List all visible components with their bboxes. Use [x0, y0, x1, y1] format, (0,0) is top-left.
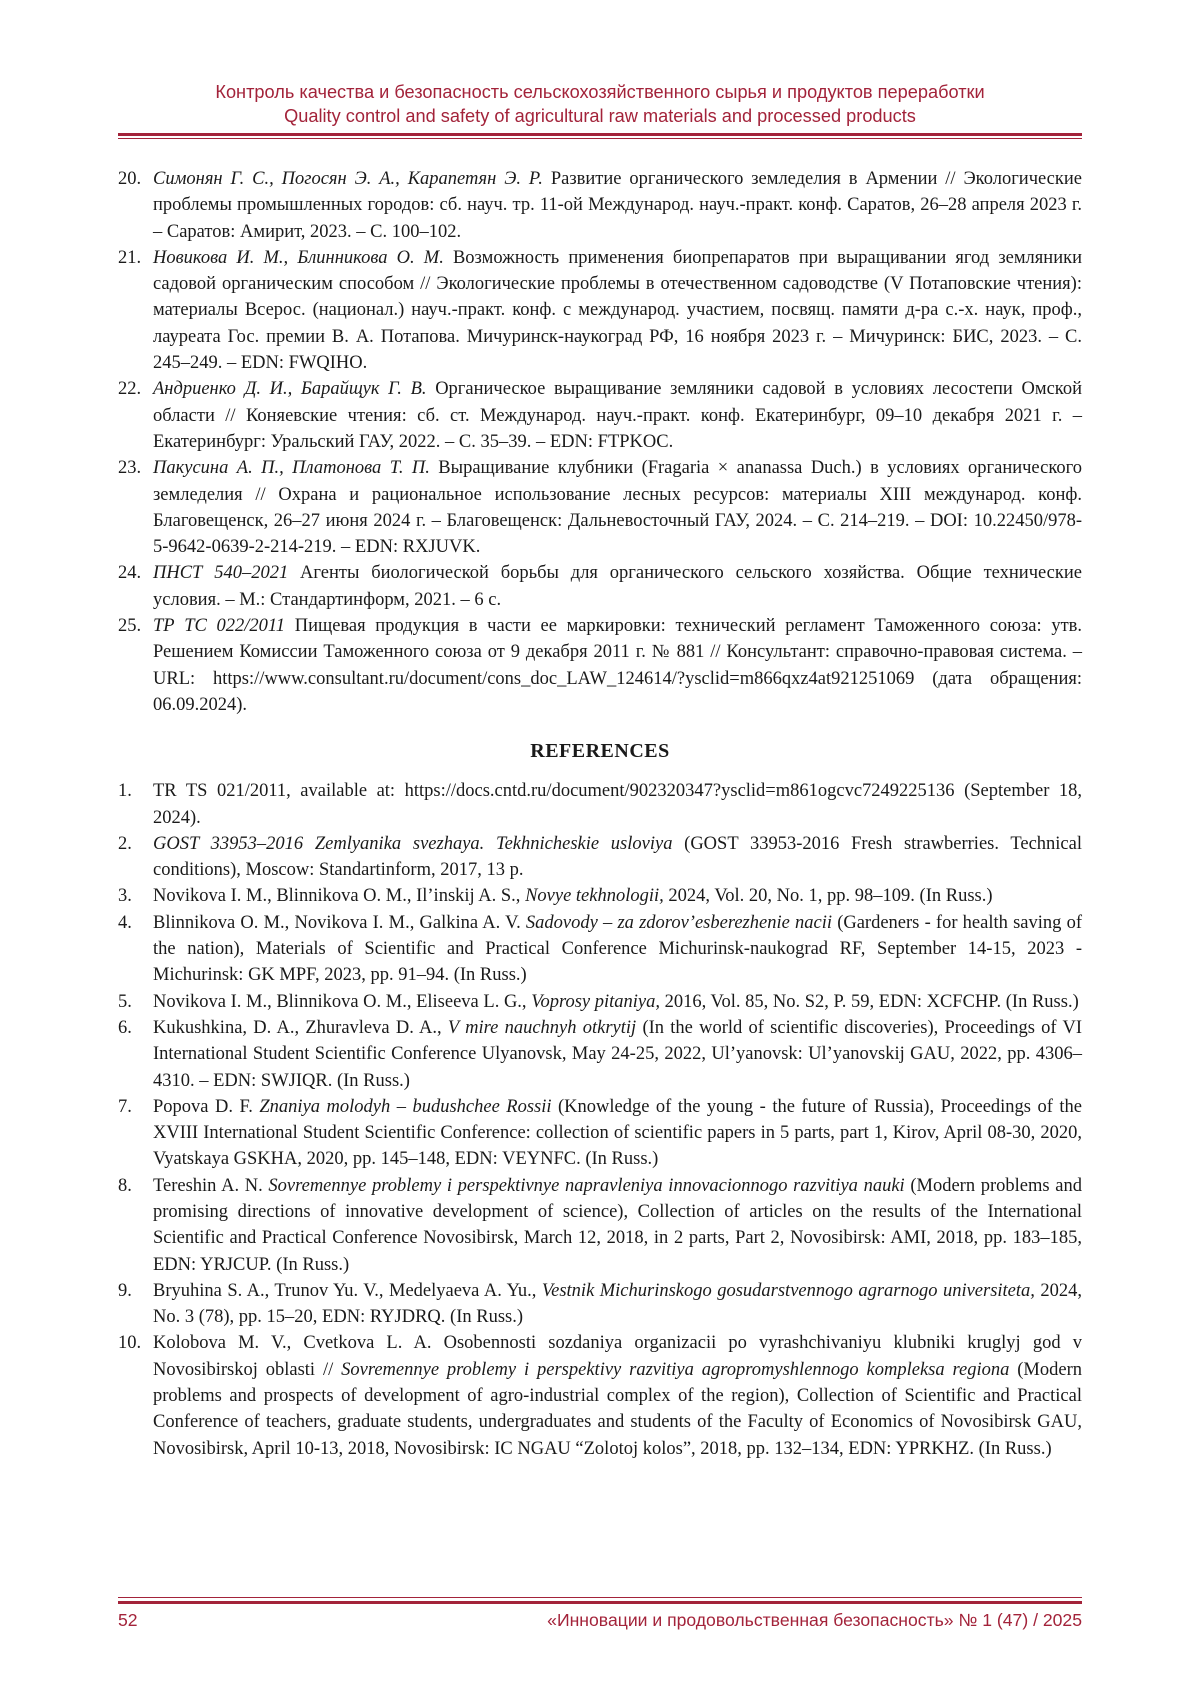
reference-number: 23. — [118, 458, 142, 479]
reference-text-tail: (Modern problems and promising directions of innovative development of science), Collection of articles on the results of the International Scientific and Practical Conference Novosibirsk, March 12, 2018, in 2 parts, Part 2, Novosibirsk: AMI, 2018, pp. 183–185, EDN: YRJCUP. (In Russ.) — [153, 1175, 1082, 1275]
reference-item — [118, 245, 1082, 376]
reference-text-tail: (Gardeners - for health saving of the nation), Materials of Scientific and Practical Conference Michurinsk-naukograd RF, September 14-15, 2023 - Michurinsk: GK MPF, 2023, pp. 91–94. (In Russ.) — [153, 912, 1082, 986]
journal-title: «Инновации и продовольственная безопасность» № 1 (47) / 2025 — [547, 1610, 1082, 1630]
reference-text: Novikova I. M., Blinnikova O. M., Eliseeva L. G., — [153, 991, 532, 1012]
reference-text-tail: (In the world of scientific discoveries), Proceedings of VI International Student Scientific Conference Ulyanovsk, May 24-25, 2022, Ul’yanovsk: Ul’yanovskij GAU, 2022, pp. 4306–4310. – EDN: SWJIQR. (In Russ.) — [153, 1017, 1083, 1091]
reference-text: Tereshin A. N. — [153, 1175, 269, 1196]
reference-text: Blinnikova O. M., Novikova I. M., Galkina A. V. — [153, 912, 526, 933]
reference-item — [118, 778, 1082, 831]
reference-text-tail: (Modern problems and prospects of development of agro-industrial complex of the region), Collection of Scientific and Practical Conference of teachers, graduate students, undergraduates and students of the Faculty of Economics of Novosibirsk GAU, Novosibirsk, April 10-13, 2018, Novosibirsk: IC NGAU “Zolotoj kolos”, 2018, pp. 132–134, EDN: YPRKHZ. (In Russ.) — [153, 1359, 1083, 1459]
reference-number: 3. — [118, 886, 132, 907]
reference-item — [118, 376, 1082, 455]
reference-item — [118, 1330, 1082, 1461]
reference-text-tail: 2024, No. 3 (78), pp. 15–20, EDN: RYJDRQ. (In Russ.) — [153, 1280, 1083, 1328]
reference-item — [118, 831, 1082, 884]
reference-source-title: Sadovody – za zdorov’esberezhenie nacii — [525, 912, 832, 933]
reference-authors: Андриенко Д. И., Барайщук Г. В. — [153, 379, 427, 400]
running-head-ru: Контроль качества и безопасность сельскохозяйственного сырья и продуктов переработки — [215, 82, 985, 102]
reference-number: 24. — [118, 563, 142, 584]
reference-item — [118, 613, 1082, 718]
reference-source-title: Vestnik Michurinskogo gosudarstvennogo agrarnogo universiteta, — [541, 1280, 1035, 1301]
english-reference-list — [118, 778, 1082, 1462]
reference-text-tail: (Knowledge of the young - the future of Russia), Proceedings of the XVIII International Student Scientific Conference: collection of scientific papers in 5 parts, part 1, Kirov, April 08-30, 2020, Vyatskaya GSKHA, 2020, pp. 145–148, EDN: VEYNFC. (In Russ.) — [153, 1096, 1082, 1170]
reference-number: 4. — [118, 912, 132, 933]
reference-item — [118, 989, 1082, 1015]
reference-text: Выращивание клубники (Fragaria × ananassa Duch.) в условиях органического земледелия // Охрана и рациональное использование лесных ресурсов: материалы XIII международ. конф. Благовещенск, 26–27 июня 2024 г. – Благовещенск: Дальневосточный ГАУ, 2024. – С. 214–219. – DOI: 10.22450/978-5-9642-0639-2-214-219. – EDN: RXJUVK. — [153, 458, 1082, 558]
reference-item — [118, 1094, 1082, 1173]
reference-authors: Пакусина А. П., Платонова Т. П. — [153, 458, 430, 479]
reference-authors: ПНСТ 540–2021 — [153, 563, 289, 584]
reference-source-title: Znaniya molodyh – budushchee Rossii — [259, 1096, 552, 1117]
russian-reference-list — [118, 166, 1082, 718]
reference-text-tail: (GOST 33953-2016 Fresh strawberries. Technical conditions), Moscow: Standartinform, 2017, 13 p. — [153, 833, 1082, 881]
reference-number: 21. — [118, 247, 142, 268]
reference-text: Развитие органического земледелия в Армении // Экологические проблемы промышленных городов: сб. науч. тр. 11-ой Международ. науч.-практ. конф. Саратов, 26–28 апреля 2023 г. – Саратов: Амирит, 2023. – С. 100–102. — [153, 169, 1082, 242]
running-head-en: Quality control and safety of agricultural raw materials and processed products — [284, 106, 916, 126]
reference-item — [118, 166, 1082, 245]
references-heading: REFERENCES — [530, 740, 670, 763]
reference-source-title: GOST 33953–2016 Zemlyanika svezhaya. Tekhnicheskie usloviya — [153, 833, 673, 854]
reference-source-title: Novye tekhnologii, — [525, 886, 664, 907]
reference-text: Popova D. F. — [153, 1096, 260, 1117]
running-head — [118, 80, 1082, 128]
reference-number: 10. — [118, 1333, 142, 1354]
reference-content — [118, 166, 1082, 1462]
reference-text: TR TS 021/2011, available at: https://docs.cntd.ru/document/902320347?ysclid=m861ogcvc7249225136 (September 18, 2024). — [153, 781, 1082, 828]
reference-authors: Новикова И. М., Блинникова О. М. — [153, 247, 444, 268]
footer-rule-thick — [118, 1601, 1082, 1604]
reference-item — [118, 1173, 1082, 1278]
reference-source-title: Sovremennye problemy i perspektivy razvitiya agropromyshlennogo kompleksa regiona — [341, 1359, 1010, 1380]
reference-text: Novikova I. M., Blinnikova O. M., Il’inskij A. S., — [153, 886, 526, 907]
reference-text-tail: 2024, Vol. 20, No. 1, pp. 98–109. (In Russ.) — [663, 886, 993, 907]
reference-source-title: Voprosy pitaniya, — [531, 991, 660, 1012]
reference-number: 9. — [118, 1280, 132, 1301]
reference-item — [118, 455, 1082, 560]
reference-number: 6. — [118, 1017, 132, 1038]
reference-number: 5. — [118, 991, 132, 1012]
reference-text: Агенты биологической борьбы для органического сельского хозяйства. Общие технические условия. – М.: Стандартинформ, 2021. – 6 с. — [153, 563, 1082, 610]
page-number: 52 — [118, 1610, 138, 1630]
header-rule-thick — [118, 133, 1082, 136]
reference-number: 20. — [118, 169, 142, 189]
reference-item — [118, 910, 1082, 989]
reference-text: Bryuhina S. A., Trunov Yu. V., Medelyaeva A. Yu., — [153, 1280, 542, 1301]
header-rule-thin — [118, 138, 1082, 139]
reference-number: 22. — [118, 379, 142, 400]
footer-rule-thin — [118, 1597, 1082, 1598]
reference-source-title: V mire nauchnyh otkrytij — [447, 1017, 637, 1038]
reference-text: Органическое выращивание земляники садовой в условиях лесостепи Омской области // Коняевские чтения: сб. ст. Международ. науч.-практ. конф. Екатеринбург, 09–10 декабря 2021 г. – Екатеринбург: Уральский ГАУ, 2022. – С. 35–39. – EDN: FTPKOC. — [153, 379, 1082, 452]
reference-text: Пищевая продукция в части ее маркировки: технический регламент Таможенного союза: утв. Решением Комиссии Таможенного союза от 9 декабря 2011 г. № 881 // Консультант: справочно-правовая система. – URL: https://www.consultant.ru/document/cons_doc_LAW_124614/?ysclid=m866qxz4at921251069 (дата обращения: 06.09.2024). — [153, 616, 1083, 715]
reference-text: Возможность применения биопрепаратов при выращивании ягод земляники садовой органическим способом // Экологические проблемы в отечественном садоводстве (V Потаповские чтения): материалы Всерос. (национал.) науч.-практ. конф. с международ. участием, посвящ. памяти д-ра с.-х. наук, проф., лауреата Гос. премии В. А. Потапова. Мичуринск-наукоград РФ, 16 ноября 2023 г. – Мичуринск: БИС, 2023. – С. 245–249. – EDN: FWQIHO. — [153, 247, 1082, 374]
reference-authors: Симонян Г. С., Погосян Э. А., Карапетян Э. Р. — [153, 169, 543, 189]
reference-text: Kolobova M. V., Cvetkova L. A. Osobennosti sozdaniya organizacii po vyrashchivaniyu klubniki kruglyj god v Novosibirskoj oblasti // — [153, 1333, 1082, 1380]
reference-item — [118, 1278, 1082, 1331]
reference-text: Kukushkina, D. A., Zhuravleva D. A., — [153, 1017, 448, 1038]
reference-number: 7. — [118, 1096, 132, 1117]
reference-item — [118, 883, 1082, 909]
reference-number: 8. — [118, 1175, 132, 1196]
reference-number: 25. — [118, 616, 142, 637]
reference-text-tail: 2016, Vol. 85, No. S2, P. 59, EDN: XCFCHP. (In Russ.) — [660, 991, 1079, 1012]
reference-number: 2. — [118, 833, 132, 854]
reference-authors: ТР ТС 022/2011 — [153, 616, 286, 637]
reference-source-title: Sovremennye problemy i perspektivnye napravleniya innovacionnogo razvitiya nauki — [268, 1175, 905, 1196]
reference-item — [118, 1015, 1082, 1094]
reference-number: 1. — [118, 781, 132, 802]
reference-item — [118, 560, 1082, 613]
